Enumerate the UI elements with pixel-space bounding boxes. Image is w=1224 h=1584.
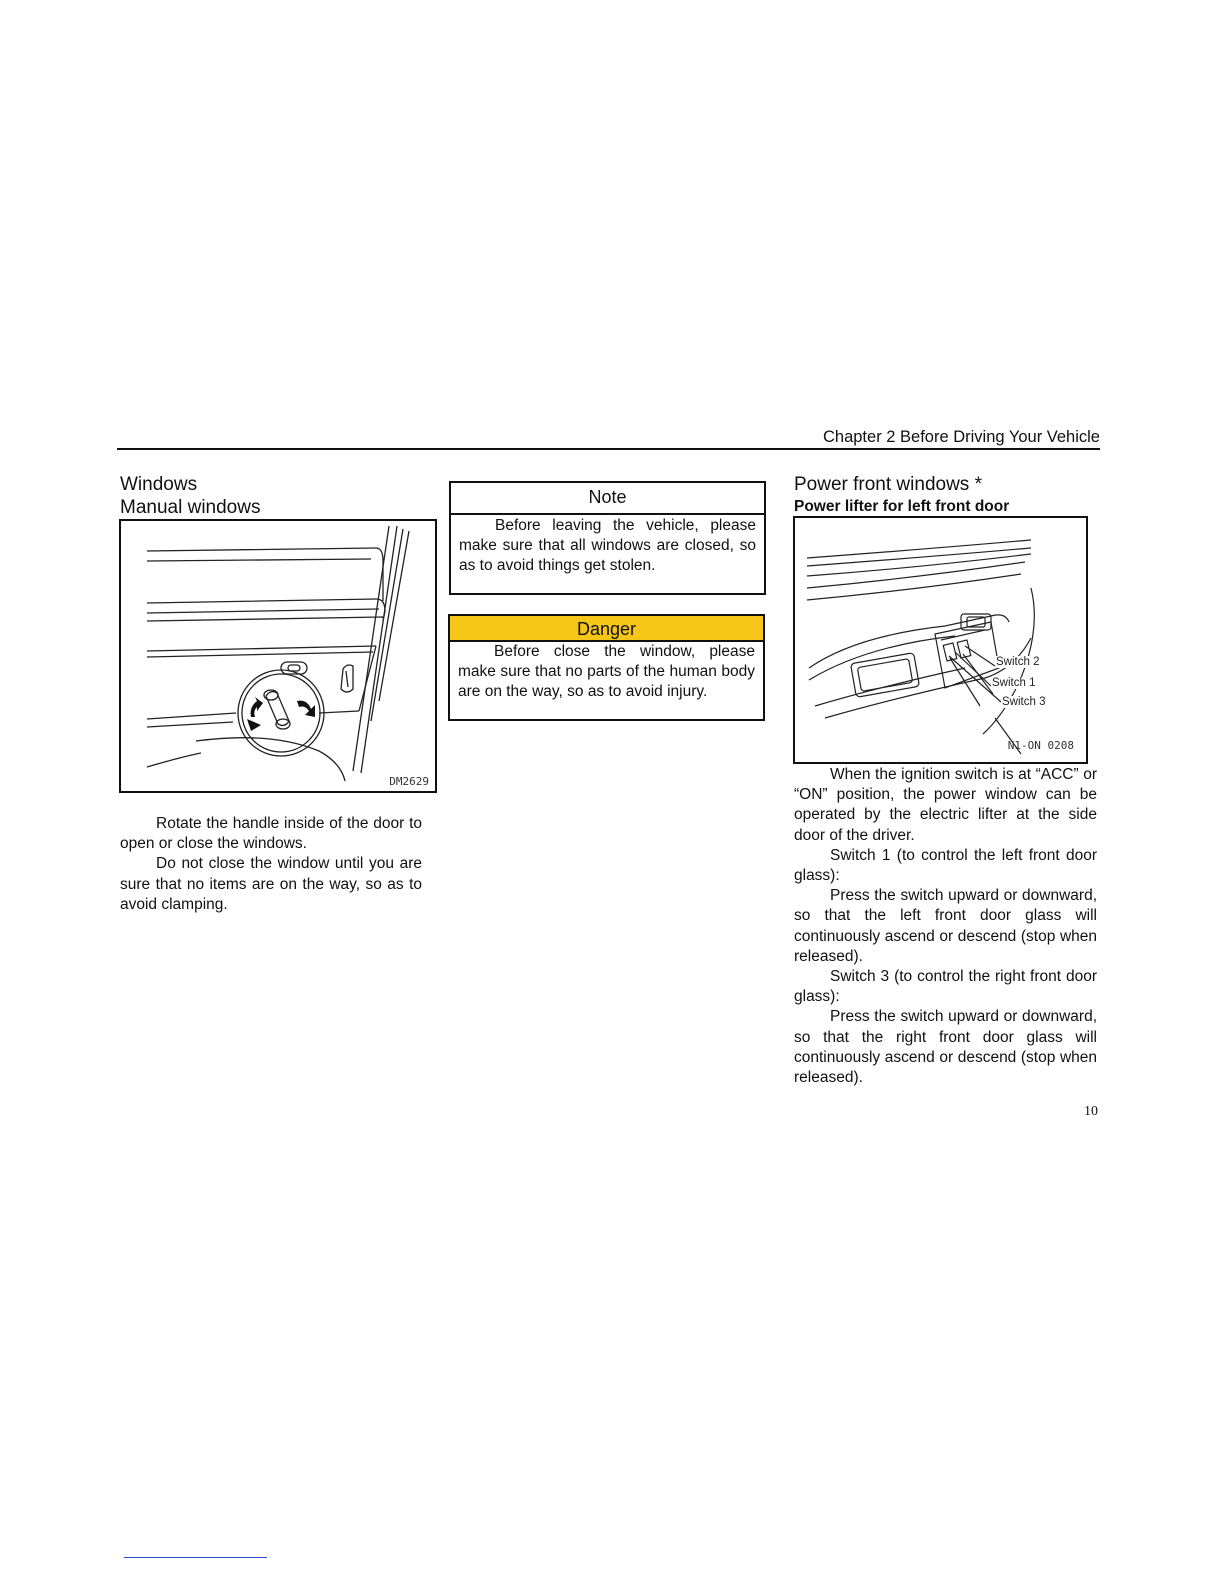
- figure-code: N1-ON 0208: [1007, 739, 1074, 752]
- paragraph: Press the switch upward or downward, so that the left front door glass will continuously ascend or descend (stop when released).: [794, 887, 1097, 965]
- chapter-header: [117, 428, 1100, 450]
- danger-box: [448, 614, 765, 721]
- note-text: Before leaving the vehicle, please make sure that all windows are closed, so as to avoid things get stolen.: [459, 517, 756, 575]
- power-window-figure: [793, 516, 1088, 764]
- note-title: Note: [451, 483, 764, 515]
- danger-title: Danger: [450, 616, 763, 642]
- note-box: [449, 481, 766, 595]
- door-switch-illustration: [795, 518, 1086, 762]
- power-windows-description: [794, 765, 1097, 1088]
- subsection-title-power-lifter: Power lifter for left front door: [794, 498, 1010, 515]
- manual-windows-description: [120, 814, 422, 915]
- section-title-power-front-windows: Power front windows *: [794, 474, 982, 495]
- danger-text: Before close the window, please make sure that no parts of the human body are on the way, so as to avoid injury.: [458, 643, 755, 701]
- switch-2-label: Switch 2: [996, 656, 1040, 668]
- figure-code: DM2629: [389, 775, 429, 788]
- paragraph: Switch 3 (to control the right front door glass):: [794, 968, 1097, 1006]
- paragraph: Switch 1 (to control the left front door glass):: [794, 846, 1097, 885]
- paragraph: Press the switch upward or downward, so that the right front door glass will continuously ascend or descend (stop when released).: [794, 1008, 1097, 1087]
- switch-3-label: Switch 3: [1002, 696, 1046, 708]
- paragraph: Rotate the handle inside of the door to open or close the windows.: [120, 815, 422, 853]
- paragraph: When the ignition switch is at “ACC” or “ON” position, the power window can be operated by the electric lifter at the side door of the driver.: [794, 766, 1097, 844]
- chapter-title: Chapter 2 Before Driving Your Vehicle: [822, 428, 1100, 446]
- subsection-title-manual-windows: Manual windows: [120, 497, 261, 518]
- section-title-windows: Windows: [120, 474, 198, 495]
- door-handle-illustration: [121, 521, 435, 791]
- page-number: 10: [1084, 1104, 1098, 1119]
- switch-1-label: Switch 1: [992, 677, 1036, 689]
- paragraph: Do not close the window until you are sure that no items are on the way, so as to avoid clamping.: [120, 855, 422, 913]
- manual-window-figure: [119, 519, 437, 793]
- footnote-separator: [124, 1557, 267, 1558]
